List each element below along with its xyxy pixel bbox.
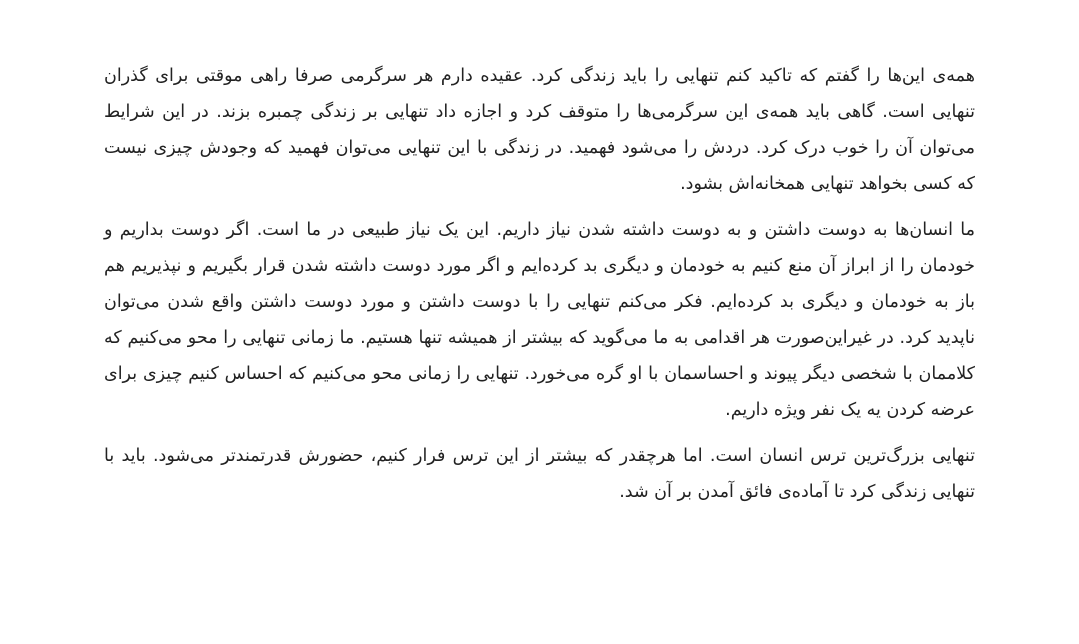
paragraph-3: تنهایی بزرگ‌ترین ترس انسان است. اما هرچقدر که بیشتر از این ترس فرار کنیم، حضورش قدرتمندتر می‌شود. باید با تنهایی زندگی کرد تا آماده‌ی فائق آمدن بر آن شد. bbox=[104, 446, 975, 502]
article-body bbox=[104, 58, 975, 520]
paragraph-1: همه‌ی این‌ها را گفتم که تاکید کنم تنهایی را باید زندگی کرد. عقیده دارم هر سرگرمی صرفا راهی موقتی برای گذران تنهایی است. گاهی باید همه‌ی این سرگرمی‌ها را متوقف کرد و اجازه داد تنهایی بر زندگی چمبره بزند. در این شرایط می‌توان آن را خوب درک کرد. دردش را می‌شود فهمید. در زندگی با این تنهایی می‌توان فهمید که وجودش چیزی نیست که کسی بخواهد تنهایی همخانه‌اش بشود. bbox=[104, 66, 975, 194]
paragraph-2: ما انسان‌ها به دوست داشتن و به دوست داشته شدن نیاز داریم. این یک نیاز طبیعی در ما است. اگر دوست بداریم و خودمان را از ابراز آن منع کنیم به خودمان و دیگری بد کرده‌ایم و اگر مورد دوست داشته شدن قرار بگیریم و نپذیریم هم باز به خودمان و دیگری بد کرده‌ایم. فکر می‌کنم تنهایی را با دوست داشتن و مورد دوست داشتن واقع شدن می‌توان ناپدید کرد. در غیراین‌صورت هر اقدامی به ما می‌گوید که بیشتر از همیشه تنها هستیم. ما زمانی تنهایی را محو می‌کنیم که کلاممان با شخصی دیگر پیوند و احساسمان با او گره می‌خورد. تنهایی را زمانی محو می‌کنیم که احساس کنیم چیزی برای عرضه کردن یه یک نفر ویژه داریم. bbox=[104, 220, 975, 420]
